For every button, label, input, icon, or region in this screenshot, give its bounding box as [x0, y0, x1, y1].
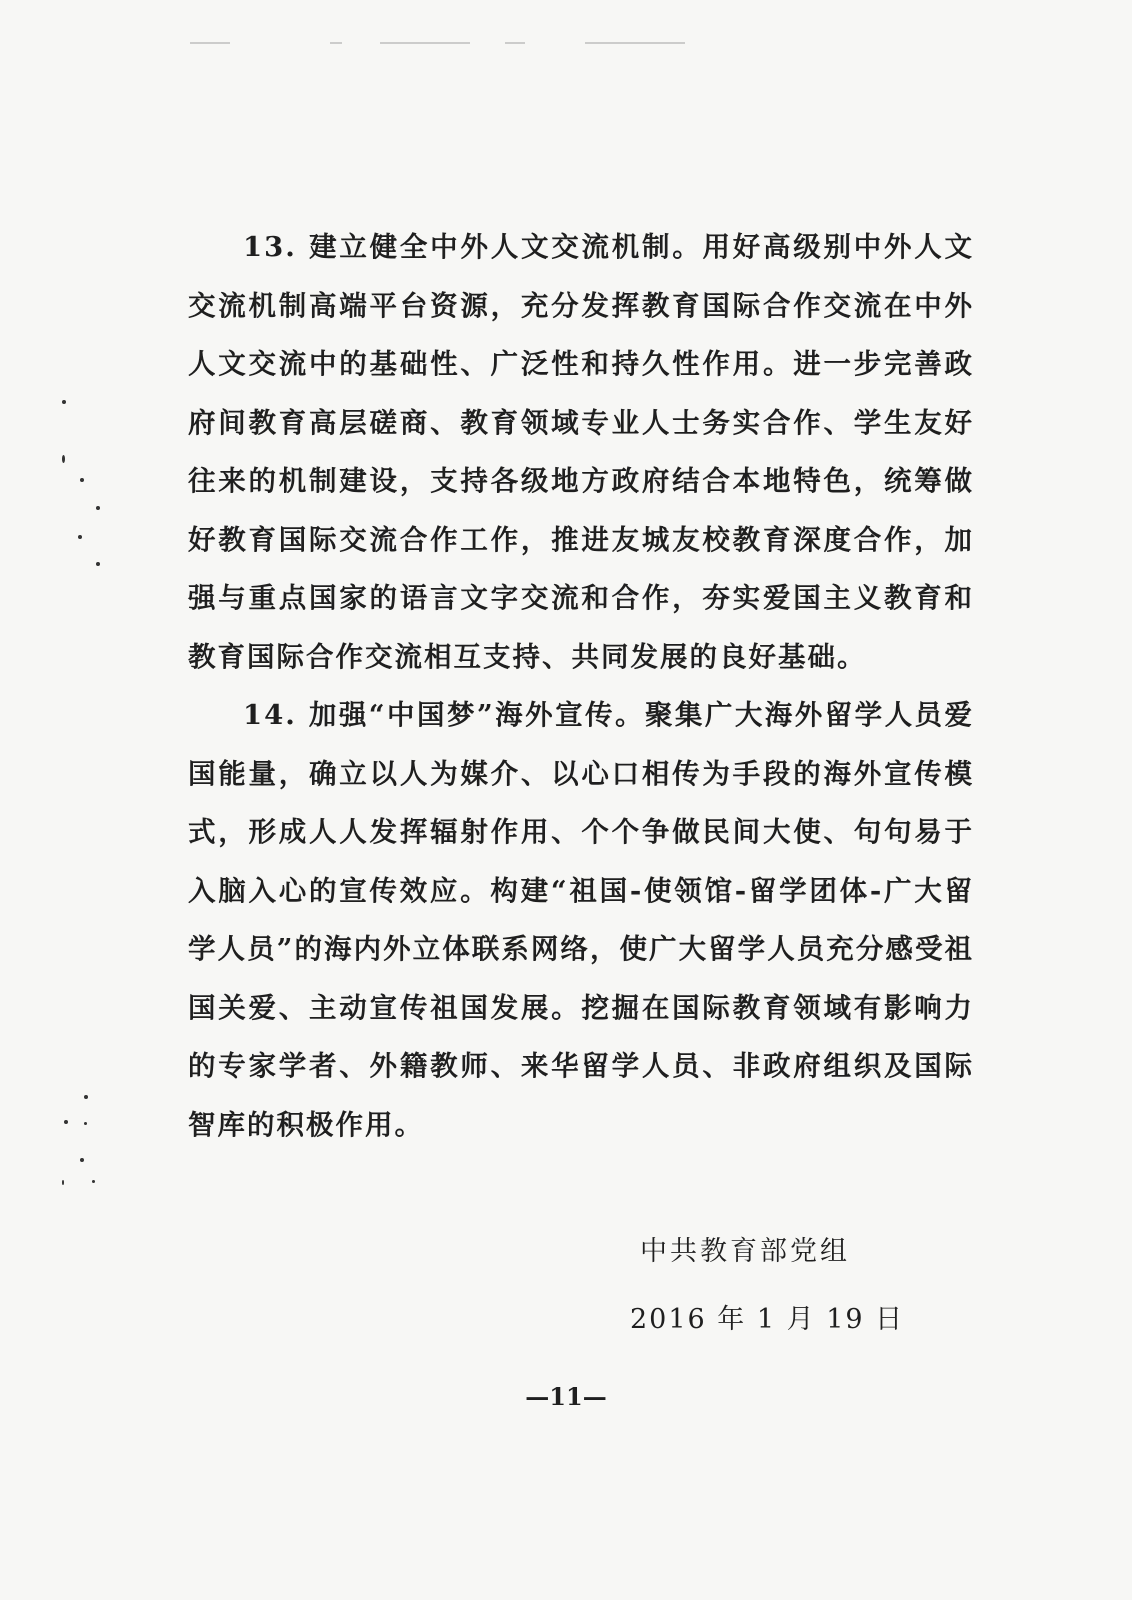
- paragraph-text: 聚集广大海外留学人员爱国能量，确立以人为媒介、以心口相传为手段的海外宣传模式，形成人人发挥辐射作用、个个争做民间大使、句句易于入脑入心的宣传效应。构建“祖国-使领馆-留学团体-广大留学人员”的海内外立体联系网络，使广大留学人员充分感受祖国关爱、主动宣传祖国发展。挖掘在国际教育领域有影响力的专家学者、外籍教师、来华留学人员、非政府组织及国际智库的积极作用。: [188, 699, 974, 1141]
- signature-organization: 中共教育部党组: [640, 1236, 850, 1267]
- page-number: —11—: [525, 1382, 607, 1411]
- scan-speck: [62, 400, 66, 404]
- scan-speck: [96, 562, 100, 566]
- scan-artifact-line: [585, 42, 685, 44]
- scan-artifact-line: [190, 42, 230, 44]
- scan-speck: [78, 535, 82, 539]
- paragraph-text: 用好高级别中外人文交流机制高端平台资源，充分发挥教育国际合作交流在中外人文交流中的基础性、广泛性和持久性作用。进一步完善政府间教育高层磋商、教育领域专业人士务实合作、学生友好往来的机制建设，支持各级地方政府结合本地特色，统筹做好教育国际交流合作工作，推进友城友校教育深度合作，加强与重点国家的语言文字交流和合作，夯实爱国主义教育和教育国际合作交流相互支持、共同发展的良好基础。: [188, 231, 974, 673]
- scan-artifact-line: [330, 42, 342, 44]
- scan-speck: [80, 1158, 84, 1162]
- scan-speck: [96, 506, 100, 510]
- scan-speck: [84, 1122, 87, 1125]
- scan-speck: [62, 455, 65, 463]
- paragraph-13: [188, 218, 974, 686]
- scan-speck: [62, 1180, 64, 1185]
- paragraph-heading: 13. 建立健全中外人文交流机制。: [243, 231, 703, 263]
- scan-artifact-line: [380, 42, 470, 44]
- paragraph-14: [188, 686, 974, 1154]
- scan-speck: [80, 478, 84, 482]
- paragraph-heading: 14. 加强“中国梦”海外宣传。: [243, 699, 645, 731]
- document-body: [188, 218, 974, 1154]
- scan-speck: [64, 1120, 68, 1124]
- scan-speck: [92, 1180, 95, 1183]
- signature-date: 2016 年 1 月 19 日: [630, 1304, 905, 1335]
- scan-speck: [84, 1095, 88, 1099]
- scan-artifact-line: [505, 42, 525, 44]
